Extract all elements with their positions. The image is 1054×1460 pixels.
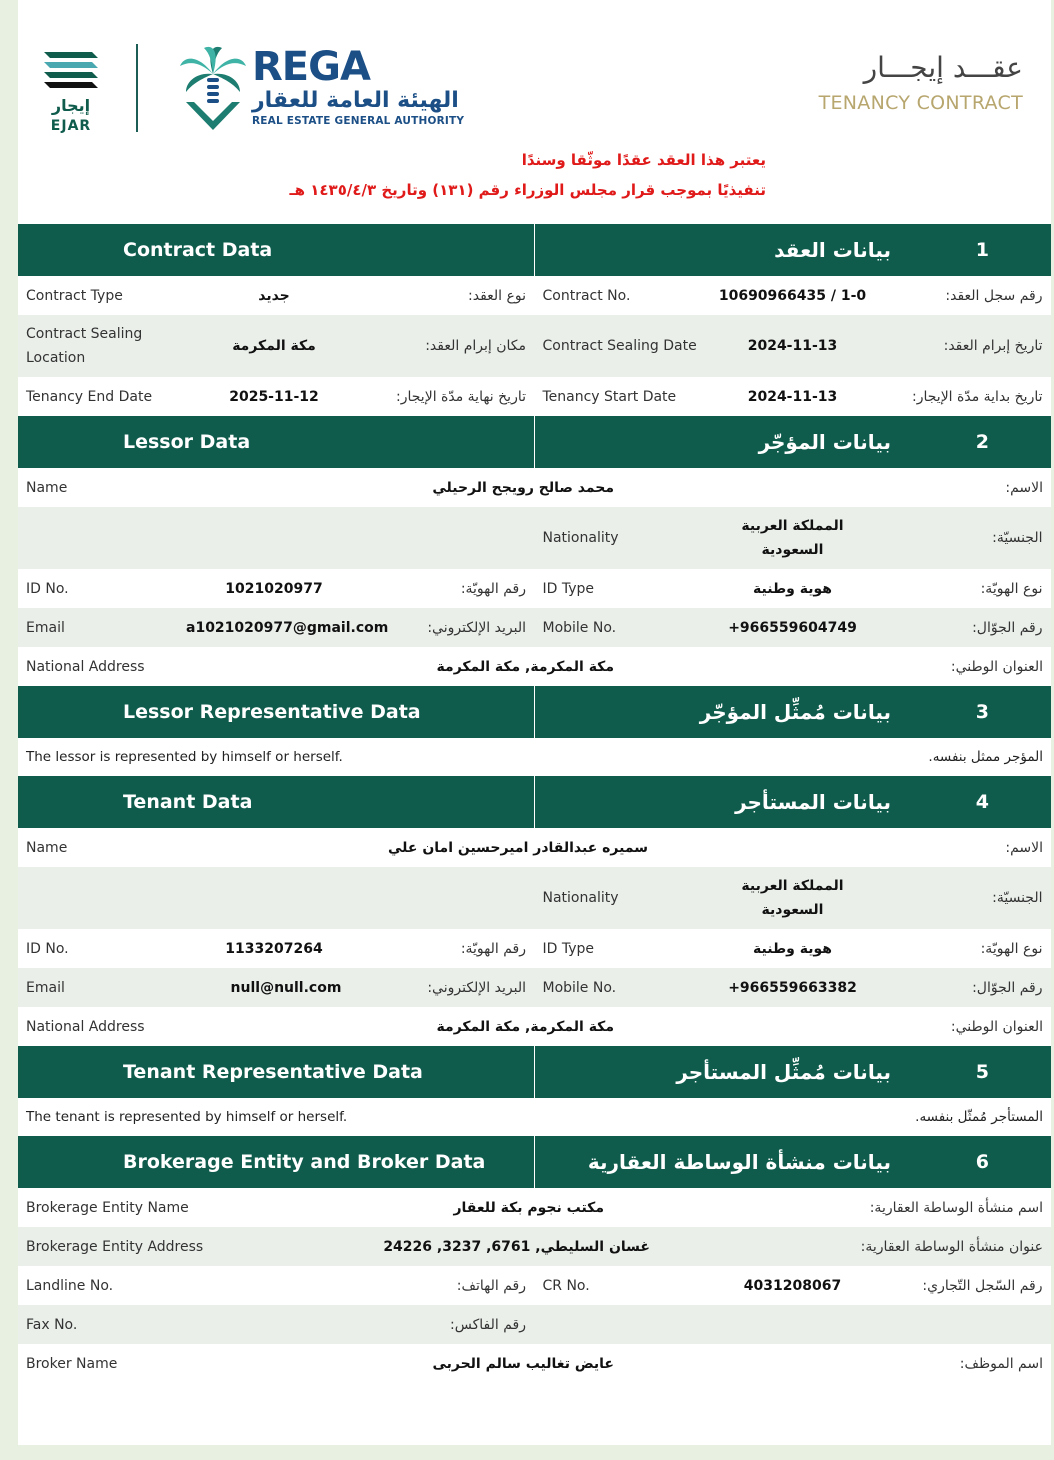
header bbox=[18, 0, 1051, 224]
field-label-ar: الجنسيّة: bbox=[992, 890, 1043, 906]
field-label-ar: مكان إبرام العقد: bbox=[425, 338, 526, 354]
section-title-ar: بيانات المؤجّر bbox=[758, 430, 891, 454]
field-label-en: Tenancy End Date bbox=[26, 388, 153, 405]
legal-notice bbox=[290, 145, 767, 205]
field-label-en: Name bbox=[26, 839, 68, 856]
field-label-ar: الجنسيّة: bbox=[992, 530, 1043, 546]
field-value: null@null.com bbox=[230, 979, 342, 996]
field-label-ar: رقم سجل العقد: bbox=[945, 287, 1043, 304]
field-label-en: Fax No. bbox=[26, 1316, 78, 1333]
section-title-en: Brokerage Entity and Broker Data bbox=[123, 1151, 486, 1173]
field-label-en: Name bbox=[26, 479, 68, 496]
field-label-en: Brokerage Entity Address bbox=[26, 1238, 204, 1255]
section-title-ar: بيانات المستأجر bbox=[735, 790, 891, 814]
field-value bbox=[703, 874, 883, 922]
field-label-ar: نوع الهويّة: bbox=[980, 940, 1043, 957]
field-value: a1021020977@gmail.com bbox=[186, 619, 389, 636]
field-label-en: Email bbox=[26, 979, 65, 996]
section-header-lessor-data bbox=[18, 416, 1051, 468]
field-label-ar: عنوان منشأة الوساطة العقارية: bbox=[860, 1238, 1043, 1255]
section-title-ar: بيانات مُمثِّل المستأجر bbox=[676, 1060, 891, 1084]
representative-note-row bbox=[18, 1098, 1051, 1136]
field-label-en: Contract Sealing Location bbox=[26, 326, 143, 366]
table-row bbox=[18, 276, 1051, 315]
field-value: جديد bbox=[258, 287, 290, 304]
field-value: 10690966435 / 1-0 bbox=[718, 287, 867, 304]
section-header-lessor-representative bbox=[18, 686, 1051, 738]
field-label-en: National Address bbox=[26, 1018, 145, 1035]
section-header-tenant-representative bbox=[18, 1046, 1051, 1098]
field-value: مكتب نجوم بكة للعقار bbox=[453, 1199, 604, 1216]
field-label-ar: رقم الجوّال: bbox=[972, 619, 1043, 636]
field-label-ar: رقم السّجل التّجاري: bbox=[922, 1277, 1043, 1294]
field-value: مكة المكرمة, مكة المكرمة bbox=[436, 1018, 614, 1035]
field-label-en: Email bbox=[26, 619, 65, 636]
table-row bbox=[18, 1188, 1051, 1227]
section-header-brokerage bbox=[18, 1136, 1051, 1188]
nationality-line1: المملكة العربية bbox=[741, 518, 844, 534]
field-label-en: Mobile No. bbox=[542, 979, 617, 996]
table-row bbox=[18, 507, 1051, 569]
field-value: سميره عبدالقادر اميرحسين امان علي bbox=[388, 839, 648, 856]
section-header-tenant-data bbox=[18, 776, 1051, 828]
field-label-en: ID No. bbox=[26, 580, 69, 597]
field-value: غسان السليطي, 6761, 3237, 24226 bbox=[383, 1238, 650, 1255]
field-label-en: Landline No. bbox=[26, 1277, 114, 1294]
field-value: 4031208067 bbox=[743, 1277, 842, 1294]
field-label-en: Contract Sealing Date bbox=[542, 338, 697, 354]
section-title-en: Tenant Representative Data bbox=[123, 1061, 423, 1083]
field-value: 1133207264 bbox=[225, 940, 323, 957]
field-value: مكة المكرمة bbox=[232, 338, 316, 354]
field-label-en: Mobile No. bbox=[542, 619, 617, 636]
nationality-line2: السعودية bbox=[761, 542, 824, 558]
field-value: هوية وطنية bbox=[753, 580, 832, 597]
rega-palm-logo-icon bbox=[178, 44, 248, 132]
field-label-en: ID No. bbox=[26, 940, 69, 957]
field-label-ar: البريد الإلكتروني: bbox=[427, 979, 526, 996]
representative-note-row bbox=[18, 738, 1051, 776]
table-row bbox=[18, 828, 1051, 867]
field-label-en: CR No. bbox=[542, 1277, 590, 1294]
rega-text-block bbox=[252, 46, 464, 128]
field-value: 2025-11-12 bbox=[229, 388, 319, 405]
table-row bbox=[18, 468, 1051, 507]
field-label-ar: تاريخ نهاية مدّة الإيجار: bbox=[396, 388, 526, 405]
section-header-contract-data bbox=[18, 224, 1051, 276]
section-title-ar: بيانات منشأة الوساطة العقارية bbox=[587, 1150, 891, 1174]
note-ar: المستأجر مُمثّل بنفسه. bbox=[915, 1109, 1043, 1125]
field-label-ar: رقم الجوّال: bbox=[972, 979, 1043, 996]
header-divider bbox=[136, 44, 138, 132]
section-number: 6 bbox=[975, 1151, 989, 1173]
svg-text:EJAR: EJAR bbox=[50, 118, 92, 134]
nationality-line1: المملكة العربية bbox=[741, 878, 844, 894]
note-en: The tenant is represented by himself or herself. bbox=[26, 1109, 348, 1125]
field-label-ar: البريد الإلكتروني: bbox=[427, 619, 526, 636]
contract-title-en: TENANCY CONTRACT bbox=[818, 92, 1023, 114]
field-label-en: Nationality bbox=[542, 890, 619, 906]
table-row bbox=[18, 569, 1051, 608]
table-row bbox=[18, 315, 1051, 377]
table-row bbox=[18, 608, 1051, 647]
legal-notice-line1: يعتبر هذا العقد عقدًا موثّقا وسندًا bbox=[521, 151, 766, 169]
field-label-ar: رقم الهويّة: bbox=[460, 940, 526, 957]
table-row bbox=[18, 1007, 1051, 1046]
field-label-en: Contract No. bbox=[542, 287, 631, 304]
table-row bbox=[18, 1227, 1051, 1266]
table-row bbox=[18, 1305, 1051, 1344]
field-label-ar: الاسم: bbox=[1005, 479, 1043, 496]
field-label-en: Tenancy Start Date bbox=[542, 388, 677, 405]
field-value: 2024-11-13 bbox=[747, 338, 838, 354]
contract-sheet bbox=[18, 0, 1051, 1445]
table-row bbox=[18, 867, 1051, 929]
field-label-ar: اسم الموظف: bbox=[959, 1355, 1043, 1372]
rega-wordmark: REGA bbox=[252, 44, 370, 90]
section-number: 2 bbox=[975, 431, 989, 453]
ejar-logo-icon bbox=[40, 44, 102, 134]
field-value: +966559663382 bbox=[728, 979, 857, 996]
rega-english-name: REAL ESTATE GENERAL AUTHORITY bbox=[252, 115, 465, 127]
field-label-en: Nationality bbox=[542, 530, 619, 546]
field-value: محمد صالح رويجح الرحيلي bbox=[432, 479, 614, 496]
table-row bbox=[18, 647, 1051, 686]
field-value: مكة المكرمة, مكة المكرمة bbox=[436, 658, 614, 675]
field-value: 1021020977 bbox=[225, 580, 323, 597]
field-value bbox=[703, 514, 883, 562]
field-label-ar: رقم الفاكس: bbox=[450, 1316, 526, 1333]
section-number: 5 bbox=[975, 1061, 989, 1083]
field-value: 2024-11-13 bbox=[747, 388, 838, 405]
field-value: +966559604749 bbox=[728, 619, 857, 636]
field-label-en: Broker Name bbox=[26, 1355, 118, 1372]
field-label-ar: الاسم: bbox=[1005, 839, 1043, 856]
field-label-ar: اسم منشأة الوساطة العقارية: bbox=[869, 1199, 1043, 1216]
field-label-en: National Address bbox=[26, 658, 145, 675]
note-ar: المؤجر ممثل بنفسه. bbox=[928, 749, 1043, 765]
field-label-en: Contract Type bbox=[26, 287, 123, 304]
legal-notice-line2: تنفيذيًا بموجب قرار مجلس الوزراء رقم (١٣١) وتاريخ ١٤٣٥/٤/٣ هـ bbox=[289, 181, 766, 199]
section-title-en: Tenant Data bbox=[123, 791, 253, 813]
contract-title bbox=[819, 48, 1023, 118]
table-row bbox=[18, 929, 1051, 968]
field-label-ar: تاريخ إبرام العقد: bbox=[943, 338, 1043, 354]
contract-title-ar: عقـــد إيجـــار bbox=[863, 51, 1023, 84]
field-label-ar: العنوان الوطني: bbox=[950, 658, 1043, 675]
field-label-en: ID Type bbox=[542, 580, 595, 597]
section-title-en: Contract Data bbox=[123, 239, 273, 261]
section-number: 1 bbox=[975, 239, 989, 261]
rega-arabic-name: الهيئة العامة للعقار bbox=[252, 88, 459, 113]
svg-text:إيجار: إيجار bbox=[51, 96, 91, 115]
field-label-en: Brokerage Entity Name bbox=[26, 1199, 189, 1216]
nationality-line2: السعودية bbox=[761, 902, 824, 918]
table-row bbox=[18, 1344, 1051, 1383]
section-number: 4 bbox=[975, 791, 989, 813]
section-title-ar: بيانات العقد bbox=[774, 238, 891, 262]
section-title-en: Lessor Data bbox=[123, 431, 251, 453]
field-value: عايض تغاليب سالم الحربى bbox=[432, 1355, 614, 1372]
field-label-ar: تاريخ بداية مدّة الإيجار: bbox=[912, 388, 1043, 405]
field-value: هوية وطنية bbox=[753, 940, 832, 957]
table-row bbox=[18, 1266, 1051, 1305]
table-row bbox=[18, 377, 1051, 416]
field-label-ar: نوع الهويّة: bbox=[980, 580, 1043, 597]
section-title-ar: بيانات مُمثِّل المؤجّر bbox=[699, 700, 891, 724]
field-label-ar: رقم الهويّة: bbox=[460, 580, 526, 597]
section-title-en: Lessor Representative Data bbox=[123, 701, 421, 723]
section-number: 3 bbox=[975, 701, 989, 723]
field-label-ar: رقم الهاتف: bbox=[456, 1277, 526, 1294]
table-row bbox=[18, 968, 1051, 1007]
field-label-ar: نوع العقد: bbox=[468, 287, 526, 304]
note-en: The lessor is represented by himself or herself. bbox=[26, 749, 343, 765]
field-label-ar: العنوان الوطني: bbox=[950, 1018, 1043, 1035]
field-label-en: ID Type bbox=[542, 940, 595, 957]
